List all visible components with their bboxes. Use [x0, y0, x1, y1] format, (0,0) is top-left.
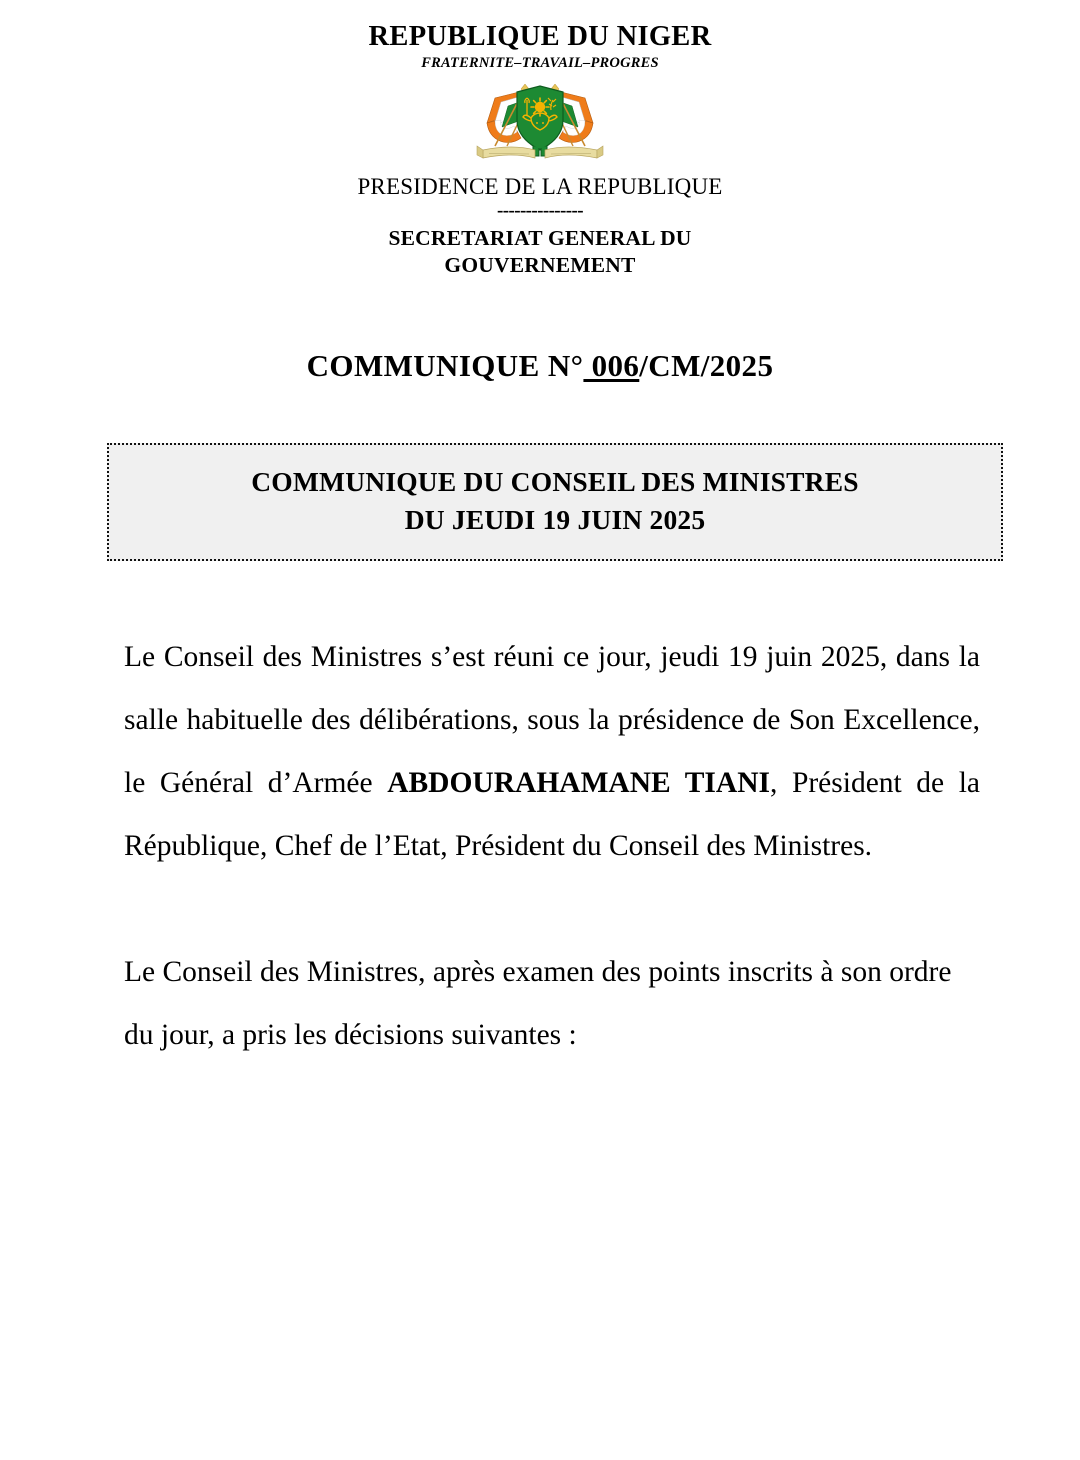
- letterhead: [0, 0, 1080, 278]
- secretariat-line-1: SECRETARIAT GENERAL DU: [388, 226, 692, 251]
- niger-coat-of-arms-icon: [465, 76, 615, 168]
- secretariat-line-2: GOUVERNEMENT: [444, 252, 636, 277]
- secretariat-label: [0, 225, 1080, 277]
- paragraph-decisions-intro: Le Conseil des Ministres, après examen des points inscrits à son ordre du jour, a pris les décisions suivantes :: [124, 956, 952, 1051]
- coat-of-arms-container: [0, 76, 1080, 168]
- communique-number-value: 006: [583, 347, 640, 383]
- communique-number-suffix: /CM/2025: [639, 347, 774, 383]
- presidency-label: PRESIDENCE DE LA REPUBLIQUE: [357, 173, 723, 199]
- national-motto: FRATERNITE–TRAVAIL–PROGRES: [421, 54, 659, 71]
- paragraph-opening: [124, 626, 980, 878]
- paragraph-opening-part-2: , Président de la République, Chef de l’Etat, Président du Conseil des Ministres.: [124, 767, 980, 862]
- communique-title-line-1: COMMUNIQUE DU CONSEIL DES MINISTRES: [251, 466, 859, 497]
- country-title: REPUBLIQUE DU NIGER: [368, 21, 712, 52]
- communique-number-prefix: COMMUNIQUE N°: [306, 347, 584, 383]
- communique-title-line-2: DU JEUDI 19 JUIN 2025: [404, 503, 706, 535]
- president-name: ABDOURAHAMANE TIANI: [387, 767, 770, 799]
- dashed-separator: ---------------: [497, 200, 583, 222]
- paragraph-opening-part-1: Le Conseil des Ministres s’est réuni ce jour, jeudi 19 juin 2025, dans la salle habituelle des délibérations, sous la présidence de Son Excellence, le Général d’Armée: [124, 641, 980, 799]
- communique-number: [0, 348, 1080, 384]
- document-body: [124, 626, 980, 1067]
- communique-title-box: [107, 443, 1003, 561]
